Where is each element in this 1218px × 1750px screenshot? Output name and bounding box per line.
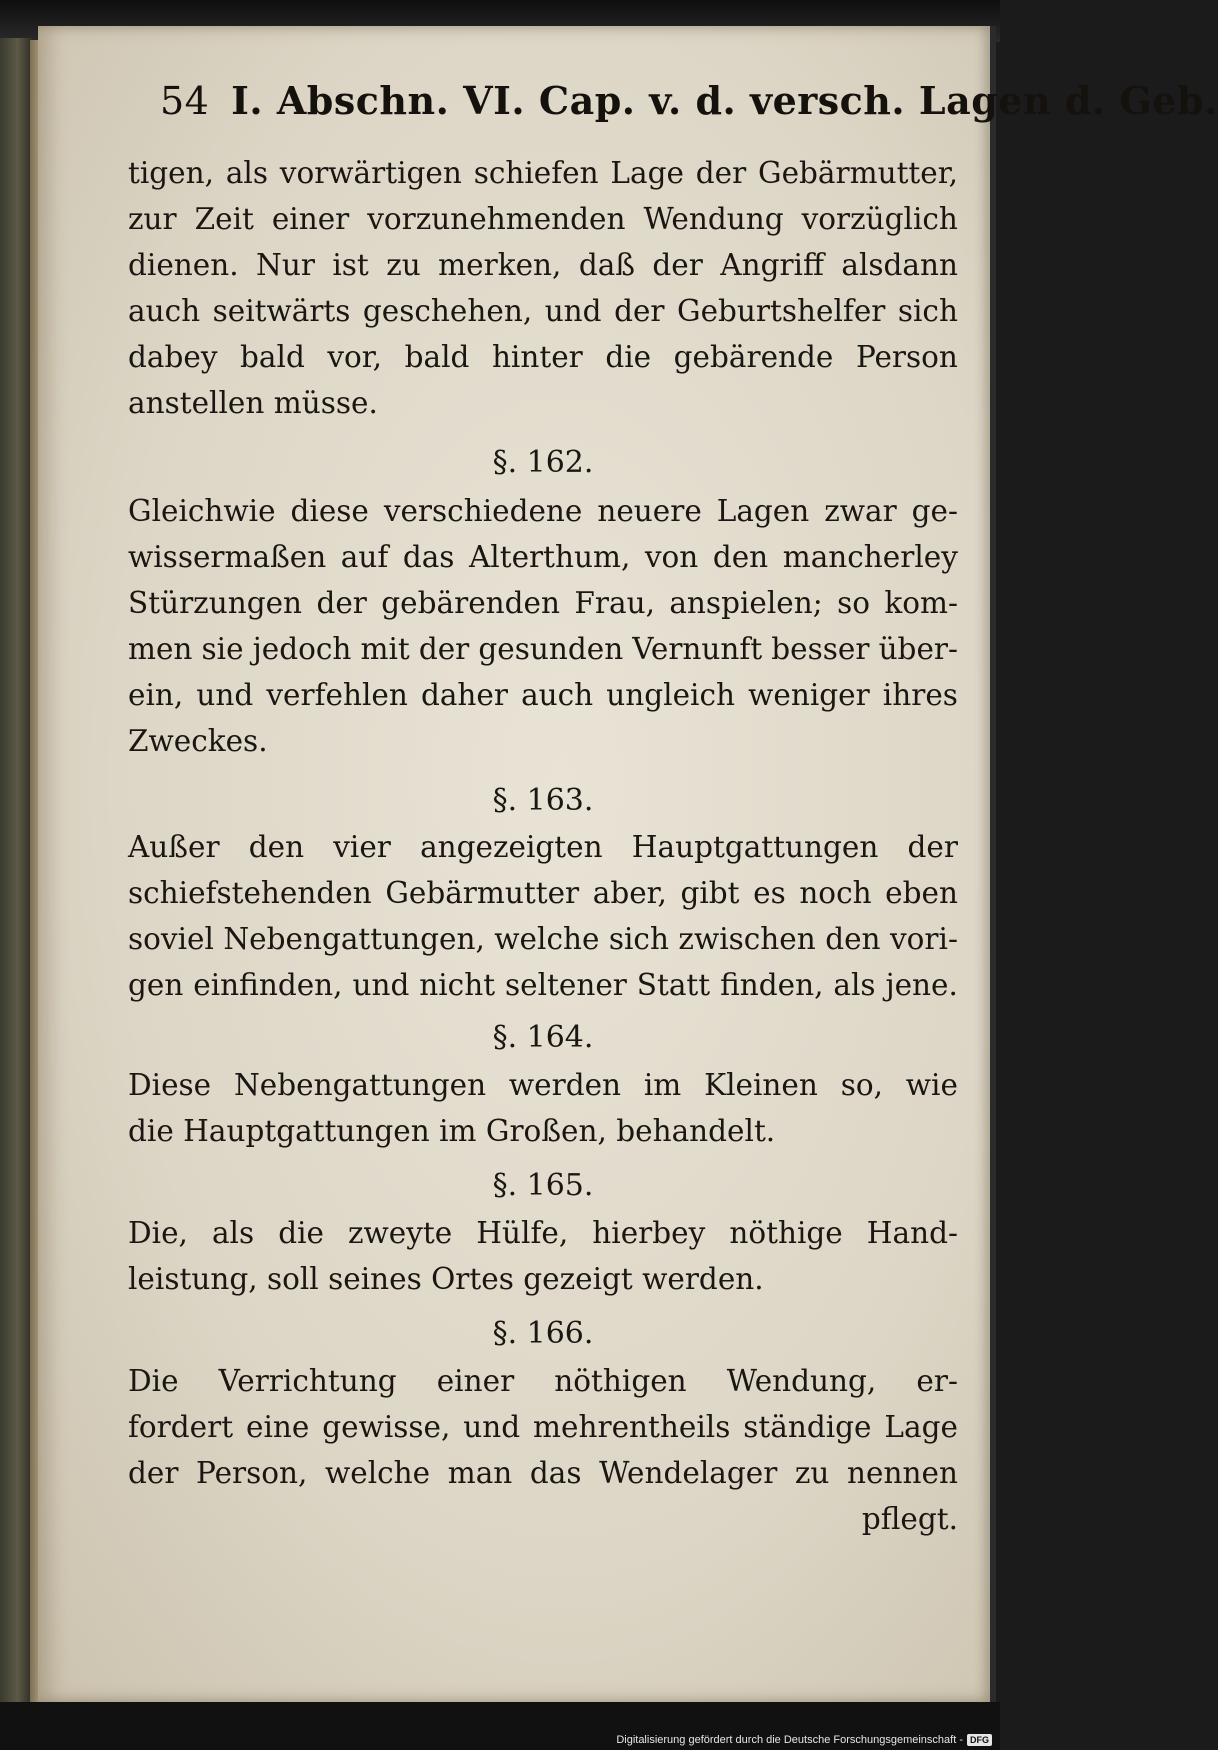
word: Stürzungen: [128, 586, 303, 620]
word: ist: [332, 248, 369, 282]
word: der: [907, 830, 958, 864]
word: als: [211, 1216, 255, 1250]
word: der: [418, 632, 470, 666]
word: einer: [271, 202, 350, 236]
word: angezeigten: [420, 830, 603, 864]
word: Zeit: [194, 202, 254, 236]
word: schiefen: [473, 156, 599, 190]
word: hierbey: [592, 1216, 706, 1250]
text-line: anstellen müsse.: [128, 386, 378, 420]
word: anspielen;: [669, 586, 823, 620]
word: das: [402, 540, 455, 574]
word: man: [447, 1456, 513, 1490]
word: die: [278, 1216, 324, 1250]
word: sich: [608, 922, 669, 956]
word: jedoch: [252, 632, 352, 666]
word: mancherley: [782, 540, 958, 574]
text-line: pflegt.: [861, 1502, 958, 1536]
word: verfehlen: [266, 678, 408, 712]
word: Wendelager: [599, 1456, 778, 1490]
word: vier: [333, 830, 391, 864]
word: kom-: [884, 586, 958, 620]
word: zwar: [824, 494, 897, 528]
digitization-credit: [616, 1734, 992, 1746]
running-title: I. Abschn. VI. Cap. v. d. versch. Lagen d. Geb.: [231, 78, 1218, 123]
word: und: [544, 294, 602, 328]
word: Nebengattungen,: [223, 922, 485, 956]
section-heading: §. 166.: [492, 1316, 594, 1351]
word: welche: [325, 1456, 431, 1490]
word: alsdann: [841, 248, 958, 282]
word: dienen.: [128, 248, 239, 282]
word: mehrentheils: [533, 1410, 731, 1444]
word: Geburtshelfer: [677, 294, 886, 328]
word: von: [644, 540, 699, 574]
word: Person: [855, 340, 958, 374]
word: vorwärtigen: [279, 156, 462, 190]
word: nöthige: [729, 1216, 843, 1250]
word: eine: [245, 1410, 310, 1444]
word: nicht: [419, 968, 496, 1002]
section-heading: §. 163.: [492, 783, 594, 818]
word: der: [316, 586, 367, 620]
text-line: [128, 540, 958, 574]
text-line: die Hauptgattungen im Großen, behandelt.: [128, 1114, 776, 1148]
word: vori-: [889, 922, 958, 956]
word: Lagen: [716, 494, 810, 528]
word: auf: [340, 540, 389, 574]
word: so: [837, 586, 870, 620]
word: der: [652, 248, 703, 282]
word: seltener: [504, 968, 627, 1002]
text-line: [128, 156, 958, 190]
word: als: [225, 156, 268, 190]
word: es: [753, 876, 786, 910]
word: und: [196, 678, 254, 712]
credit-text: Digitalisierung gefördert durch die Deutsche Forschungsgemeinschaft -: [616, 1734, 963, 1746]
word: und: [463, 1410, 521, 1444]
word: schiefstehenden: [128, 876, 372, 910]
word: der: [128, 1456, 179, 1490]
word: der: [695, 156, 747, 190]
word: daher: [420, 678, 508, 712]
word: Verrichtung: [218, 1364, 397, 1398]
word: zu: [794, 1456, 830, 1490]
word: Statt: [636, 968, 711, 1002]
word: diese: [290, 494, 369, 528]
text-line: [128, 294, 958, 328]
text-line: [128, 968, 958, 1002]
word: finden,: [720, 968, 824, 1002]
word: Lage: [884, 1410, 958, 1444]
word: den: [825, 922, 881, 956]
word: ein,: [128, 678, 184, 712]
text-line: [128, 248, 958, 282]
word: dabey: [128, 340, 218, 374]
word: gebärende: [673, 340, 834, 374]
word: Die,: [128, 1216, 188, 1250]
word: welche: [494, 922, 600, 956]
text-line: [128, 1068, 958, 1102]
word: soviel: [128, 922, 214, 956]
word: der: [614, 294, 665, 328]
body-text: [128, 0, 958, 1700]
word: zwischen: [678, 922, 816, 956]
word: auch: [128, 294, 201, 328]
word: wie: [905, 1068, 958, 1102]
word: einer: [436, 1364, 515, 1398]
word: Wendung,: [726, 1364, 877, 1398]
word: den: [248, 830, 305, 864]
word: gibt: [680, 876, 740, 910]
word: vorzüglich: [801, 202, 958, 236]
word: nennen: [847, 1456, 958, 1490]
text-line: [128, 678, 958, 712]
word: Hand-: [866, 1216, 958, 1250]
text-line: [128, 494, 958, 528]
word: neuere: [597, 494, 702, 528]
word: Außer: [128, 830, 220, 864]
word: fordert: [128, 1410, 234, 1444]
word: weniger: [748, 678, 870, 712]
word: das: [529, 1456, 582, 1490]
word: einfinden,: [193, 968, 343, 1002]
word: und: [352, 968, 410, 1002]
word: ge-: [911, 494, 958, 528]
text-line: [128, 1216, 958, 1250]
word: gebärenden: [381, 586, 561, 620]
word: merken,: [438, 248, 562, 282]
word: Gebärmutter: [385, 876, 580, 910]
word: ständige: [743, 1410, 872, 1444]
word: Nur: [256, 248, 315, 282]
word: über-: [878, 632, 958, 666]
word: Hülfe,: [476, 1216, 569, 1250]
text-line: [128, 586, 958, 620]
word: Lage: [610, 156, 684, 190]
word: seitwärts: [212, 294, 351, 328]
text-line: leistung, soll seines Ortes gezeigt werden.: [128, 1262, 764, 1296]
word: zur: [128, 202, 177, 236]
word: aber,: [592, 876, 667, 910]
word: nöthigen: [554, 1364, 687, 1398]
word: zu: [386, 248, 421, 282]
page-number: 54: [160, 79, 210, 123]
word: bald: [404, 340, 470, 374]
text-line: [128, 1456, 958, 1490]
word: Nebengattungen: [233, 1068, 487, 1102]
book-cover-edge: [0, 38, 32, 1703]
word: geschehen,: [362, 294, 533, 328]
word: sich: [897, 294, 958, 328]
word: eben: [885, 876, 958, 910]
text-line: [128, 922, 958, 956]
text-line: [128, 1364, 958, 1398]
word: tigen,: [128, 156, 215, 190]
word: gesunden: [478, 632, 624, 666]
word: sie: [201, 632, 244, 666]
section-heading: §. 165.: [492, 1168, 594, 1203]
word: den: [712, 540, 769, 574]
word: Diese: [128, 1068, 212, 1102]
word: wissermaßen: [128, 540, 327, 574]
word: ungleich: [606, 678, 736, 712]
text-line: Zweckes.: [128, 724, 268, 758]
word: bald: [240, 340, 305, 374]
text-line: [128, 876, 958, 910]
text-line: [128, 340, 958, 374]
text-line: [128, 1410, 958, 1444]
word: so,: [840, 1068, 883, 1102]
word: zweyte: [348, 1216, 453, 1250]
section-heading: §. 164.: [492, 1020, 594, 1055]
word: daß: [578, 248, 635, 282]
word: werden: [508, 1068, 622, 1102]
dfg-logo: DFG: [967, 1734, 992, 1746]
word: gen: [128, 968, 184, 1002]
word: Vernunft: [632, 632, 763, 666]
word: Gebärmutter,: [758, 156, 958, 190]
word: Hauptgattungen: [631, 830, 879, 864]
word: Person,: [196, 1456, 308, 1490]
word: Kleinen: [704, 1068, 818, 1102]
word: Frau,: [574, 586, 655, 620]
word: im: [643, 1068, 682, 1102]
section-heading: §. 162.: [492, 445, 594, 480]
word: Die: [128, 1364, 179, 1398]
word: besser: [771, 632, 870, 666]
word: verschiedene: [383, 494, 583, 528]
word: er-: [916, 1364, 958, 1398]
word: auch: [521, 678, 594, 712]
scanner-bottom-band: [0, 1702, 1000, 1750]
word: Angriff: [720, 248, 824, 282]
word: Gleichwie: [128, 494, 276, 528]
word: vorzunehmenden: [367, 202, 626, 236]
word: Alterthum,: [468, 540, 631, 574]
text-line: [128, 632, 958, 666]
word: noch: [799, 876, 872, 910]
word: vor,: [327, 340, 383, 374]
word: ihres: [882, 678, 958, 712]
word: gewisse,: [322, 1410, 451, 1444]
text-line: [128, 202, 958, 236]
word: die: [605, 340, 652, 374]
text-line: [128, 830, 958, 864]
word: jene.: [885, 968, 958, 1002]
word: mit: [360, 632, 410, 666]
word: Wendung: [643, 202, 784, 236]
word: als: [833, 968, 876, 1002]
word: hinter: [491, 340, 583, 374]
word: men: [128, 632, 193, 666]
